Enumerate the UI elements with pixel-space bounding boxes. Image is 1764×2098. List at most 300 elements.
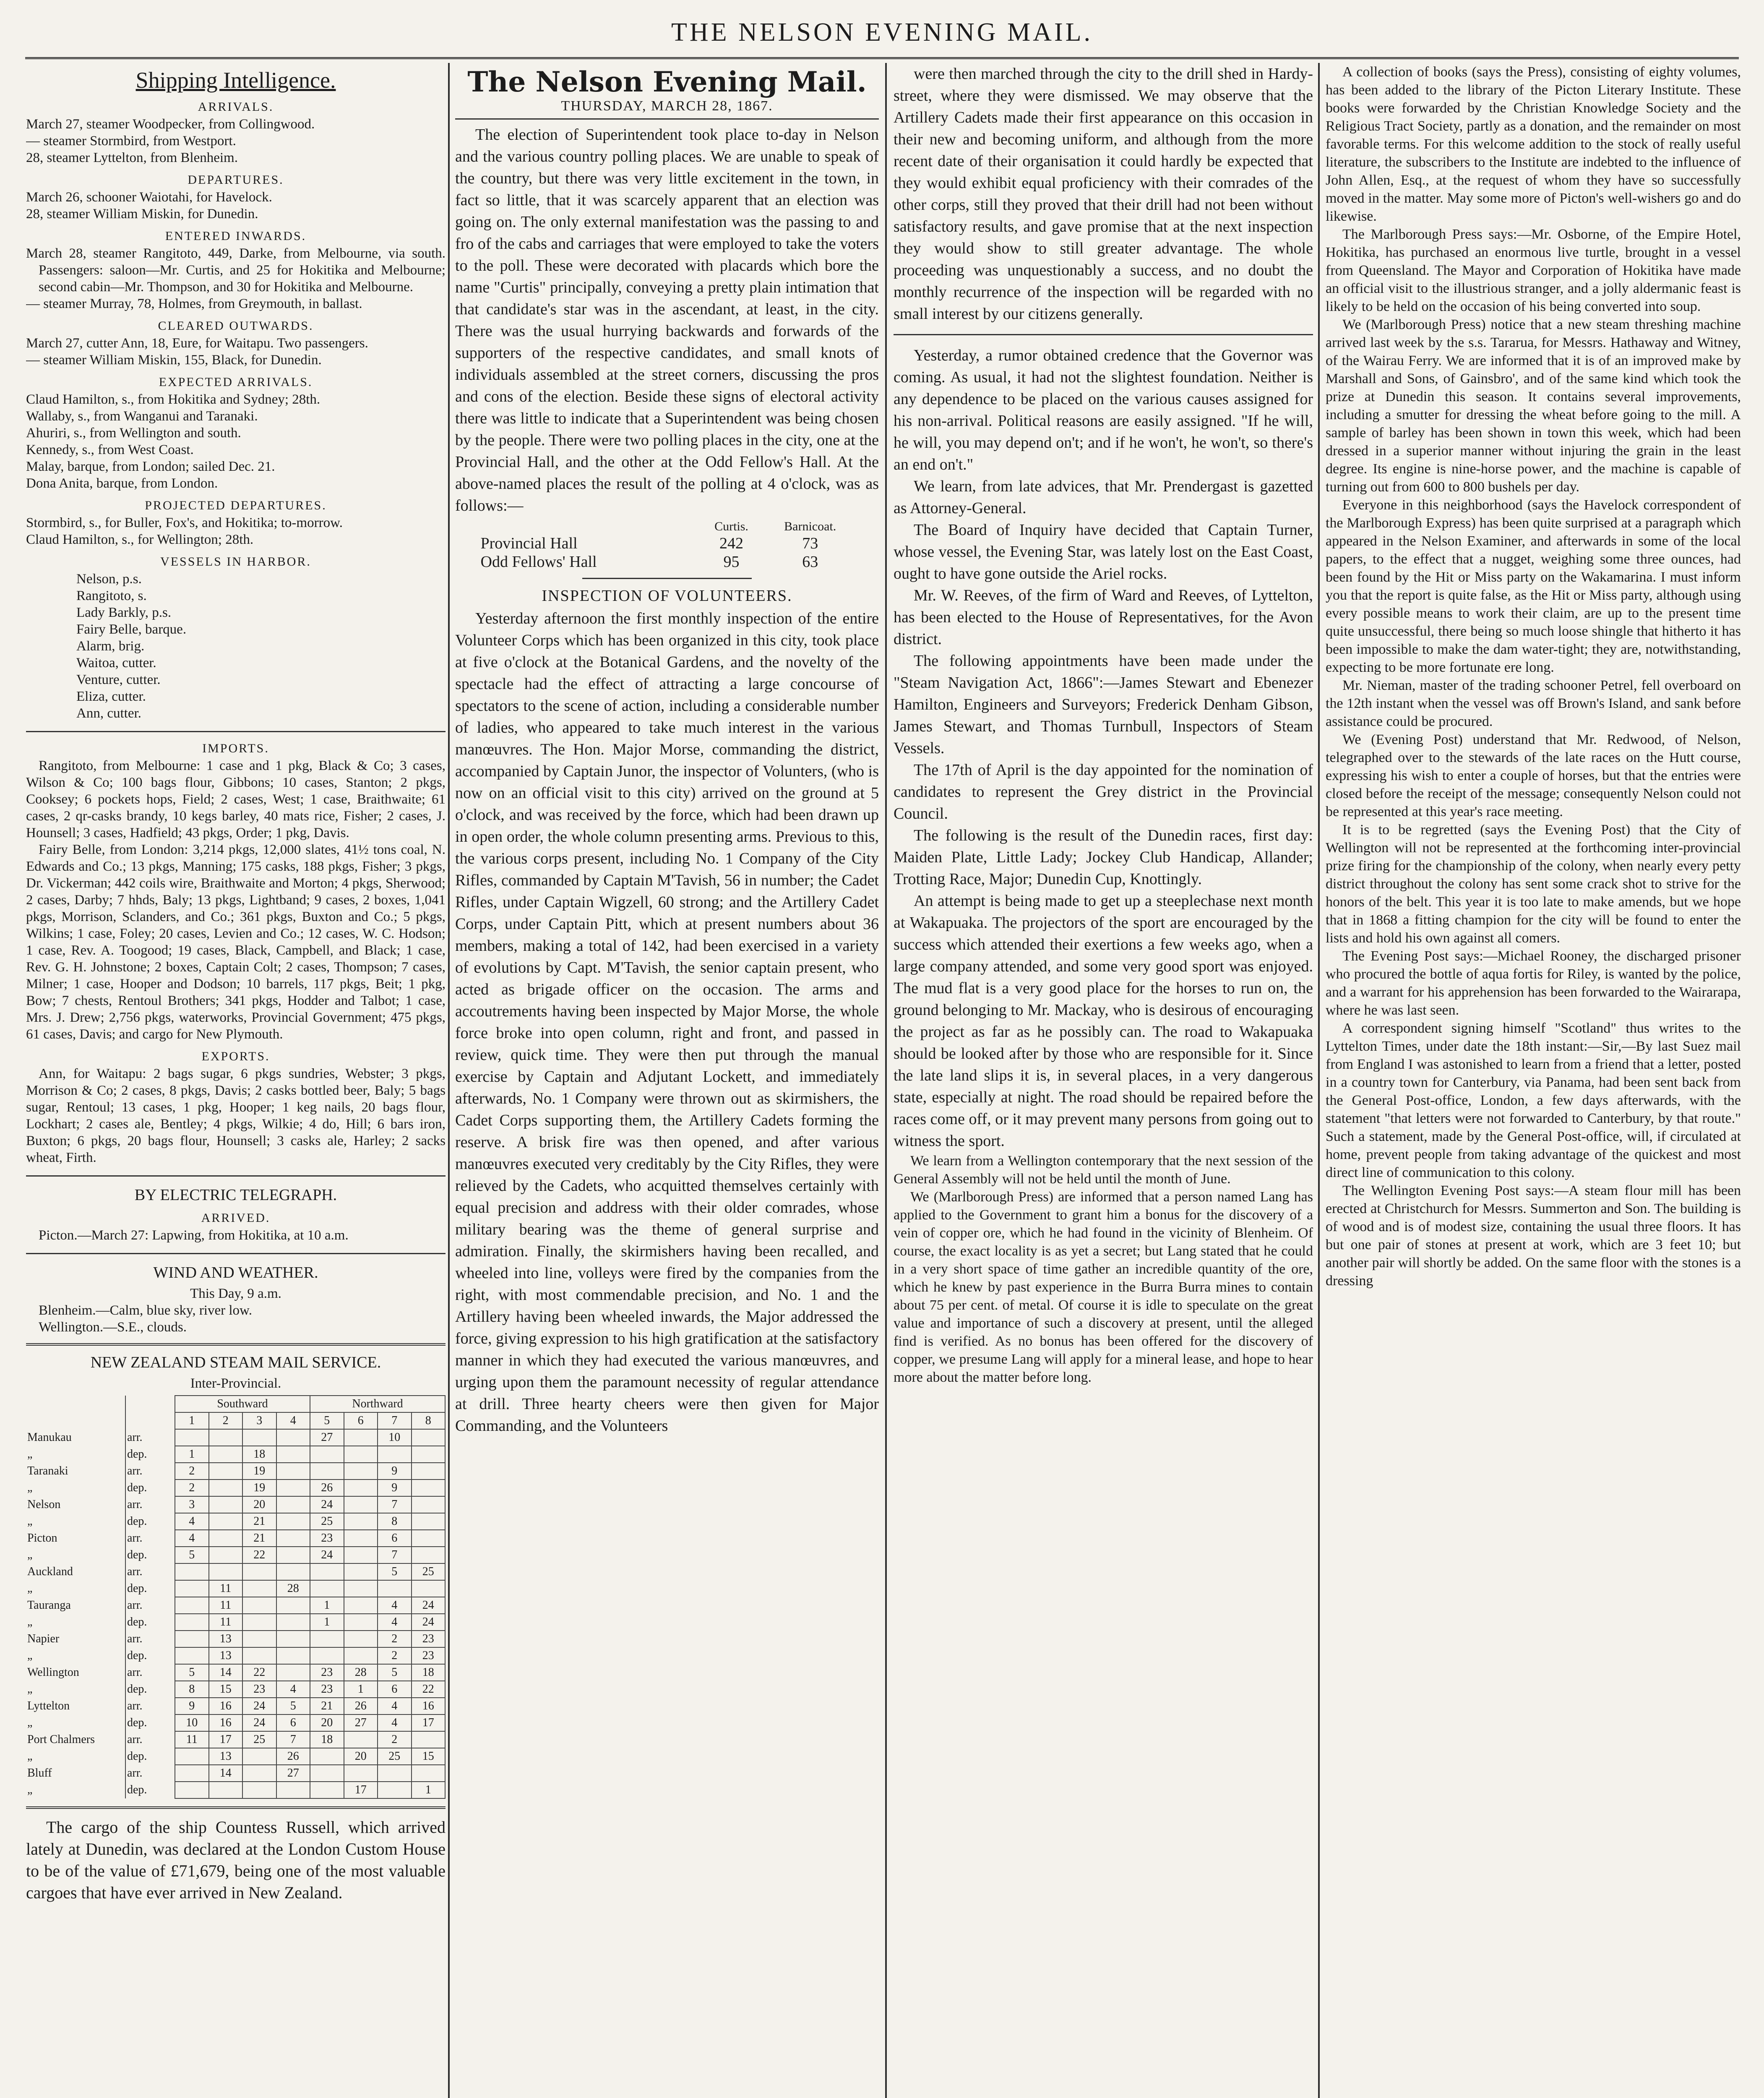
mail-date-cell: 2 [378, 1731, 412, 1748]
mail-date-cell [276, 1513, 310, 1530]
mail-row [26, 1480, 445, 1496]
mail-port: Tauranga [26, 1597, 125, 1614]
mail-date-cell: 1 [412, 1782, 446, 1798]
mail-date-cell [344, 1631, 378, 1647]
mail-port: Taranaki [26, 1463, 125, 1480]
arrivals-heading: ARRIVALS. [198, 100, 274, 114]
mail-date-cell: 4 [276, 1681, 310, 1698]
column-miscellany [1326, 63, 1741, 2098]
news-paragraph: We learn, from late advices, that Mr. Prendergast is gazetted as Attorney-General. [894, 478, 1313, 517]
mail-date-cell: 15 [412, 1748, 446, 1765]
misc-paragraph: We (Evening Post) understand that Mr. Redwood, of Nelson, telegraphed over to the stewards of the late races on the Hutt course, expressing his wish to enter a couple of horses, but that the entries were closed before the receipt of the message; consequently Nelson could not be represented at this year's race meeting. [1326, 732, 1741, 819]
mail-date-cell [276, 1647, 310, 1664]
mail-date-cell [310, 1580, 344, 1597]
column-rule [885, 63, 887, 2098]
mail-date-cell: 4 [378, 1614, 412, 1631]
mail-date-cell [242, 1614, 276, 1631]
mail-port: „ [26, 1647, 125, 1664]
mail-date-cell: 5 [378, 1664, 412, 1681]
cleared-entry: — steamer William Miskin, 155, Black, for Dunedin. [26, 352, 322, 368]
mail-arr-dep: arr. [125, 1429, 175, 1446]
mail-date-cell: 4 [378, 1714, 412, 1731]
mail-date-cell: 15 [209, 1681, 243, 1698]
mail-date-cell: 20 [242, 1496, 276, 1513]
projected-heading: PROJECTED DEPARTURES. [145, 498, 327, 512]
harbor-vessel: Fairy Belle, barque. [76, 622, 187, 637]
mail-date-cell: 17 [344, 1782, 378, 1798]
mail-arr-dep: arr. [125, 1731, 175, 1748]
mail-arr-dep: dep. [125, 1782, 175, 1798]
mail-date-cell [175, 1614, 209, 1631]
mail-row [26, 1446, 445, 1463]
news-paragraph: The following is the result of the Dunedin races, first day: Maiden Plate, Little Lady; Jockey Club Handicap, Allander; Trotting Race, Major; Dunedin Cup, Knottingly. [894, 827, 1313, 888]
mail-date-cell: 9 [378, 1480, 412, 1496]
mail-date-cell: 18 [242, 1446, 276, 1463]
mail-date-cell [276, 1563, 310, 1580]
mail-date-cell: 6 [276, 1714, 310, 1731]
mail-arr-dep: dep. [125, 1480, 175, 1496]
mail-date-cell: 23 [412, 1647, 446, 1664]
mail-date-cell [344, 1446, 378, 1463]
mail-date-cell: 4 [175, 1513, 209, 1530]
mail-date-cell [276, 1480, 310, 1496]
mail-date-cell: 7 [378, 1547, 412, 1563]
mail-row [26, 1530, 445, 1547]
mail-date-cell: 26 [344, 1698, 378, 1714]
news-paragraph: Yesterday, a rumor obtained credence that the Governor was coming. As usual, it had not the slightest foundation. Neither is any dependence to be placed on the various causes assigned for his non-arrival. Political reasons are easily assigned. "If he will, he will, you may depend on't; and if he won't, he won't, so there's an end on't." [894, 347, 1313, 473]
mail-date-cell [310, 1748, 344, 1765]
mail-port: Port Chalmers [26, 1731, 125, 1748]
telegraph-entry: Picton.—March 27: Lapwing, from Hokitika, at 10 a.m. [39, 1228, 349, 1243]
mail-date-cell: 24 [242, 1698, 276, 1714]
expected-entry: Dona Anita, barque, from London. [26, 476, 218, 491]
mail-arr-dep: arr. [125, 1698, 175, 1714]
mail-row [26, 1698, 445, 1714]
mail-port: „ [26, 1446, 125, 1463]
mail-port: Nelson [26, 1496, 125, 1513]
mail-row [26, 1563, 445, 1580]
divider [26, 1806, 446, 1809]
mail-date-cell [412, 1731, 446, 1748]
mail-date-cell [209, 1480, 243, 1496]
harbor-vessel: Ann, cutter. [76, 706, 141, 721]
mail-arr-dep: dep. [125, 1513, 175, 1530]
poll-curtis: 242 [719, 535, 743, 552]
misc-paragraph: It is to be regretted (says the Evening Post) that the City of Wellington will not be represented at the forthcoming inter-provincial prize firing for the championship of the colony, when nearly every petty district throughout the colony has sent some crack shot to strive for the honors of the belt. This year it is too late to make amends, but we hope that in 1868 a fitting champion for the city will be found to enter the lists and hold his own against all comers. [1326, 822, 1741, 946]
harbor-vessel: Alarm, brig. [76, 639, 145, 654]
mail-date-cell: 22 [242, 1547, 276, 1563]
mail-date-cell [175, 1748, 209, 1765]
mail-date-cell [378, 1765, 412, 1782]
mail-port: „ [26, 1782, 125, 1798]
mail-port: Wellington [26, 1664, 125, 1681]
mail-arr-dep: arr. [125, 1664, 175, 1681]
mail-date-cell [209, 1530, 243, 1547]
mail-date-cell: 4 [378, 1698, 412, 1714]
mail-date-cell: 20 [344, 1748, 378, 1765]
mail-arr-dep: dep. [125, 1446, 175, 1463]
mail-row [26, 1429, 445, 1446]
mail-date-cell: 14 [209, 1664, 243, 1681]
mail-port: „ [26, 1681, 125, 1698]
mail-date-cell: 24 [310, 1496, 344, 1513]
mail-date-cell: 2 [175, 1463, 209, 1480]
mail-date-cell [242, 1563, 276, 1580]
mail-date-cell [310, 1463, 344, 1480]
mail-date-cell: 18 [412, 1664, 446, 1681]
mail-date-cell [276, 1547, 310, 1563]
imports-entry: Fairy Belle, from London: 3,214 pkgs, 12,000 slates, 41½ tons coal, N. Edwards and Co.; 13 pkgs, Manning; 175 casks, 188 pkgs, Fisher; 3 pkgs, Dr. Vickerman; 442 coils wire, Braithwaite and Morton; 4 pkgs, Sherwood; 2 cases, Darby; 7 hhds, Baly; 13 pkgs, Lightband; 9 cases, 2 boxes, 1,041 pkgs, Morrison, Sclanders, and Co.; 361 pkgs, Buxton and Co.; 5 pkgs, Wilkins; 1 case, Foley; 20 cases, Levien and Co.; 12 cases, W. C. Hodson; 1 case, Rev. A. Toogood; 19 cases, Black, Campbell, and Black; 1 case, Rev. G. H. Johnstone; 2 boxes, Captain Colt; 2 cases, Thompson; 7 cases, Milner; 1 case, Hooper and Dodson; 10 barrels, 117 pkgs, Beit; 1 pkg, Bow; 7 chests, Rentoul Brothers; 341 pkgs, Hodder and Talbot; 1 case, Mrs. J. Drew; 2,756 pkgs, waterworks, Provincial Government; 475 pkgs, 61 cases, Davis; and cargo for New Plymouth. [26, 842, 446, 1042]
mail-date-cell [344, 1480, 378, 1496]
news-paragraph: The Board of Inquiry have decided that Captain Turner, whose vessel, the Evening Star, was lately lost on the East Coast, ought to have gone outside the Ariel rocks. [894, 521, 1313, 582]
mail-date-cell: 14 [209, 1765, 243, 1782]
mail-date-cell [276, 1429, 310, 1446]
poll-head: Barnicoat. [784, 519, 836, 533]
mail-date-cell: 22 [412, 1681, 446, 1698]
mail-arr-dep: dep. [125, 1748, 175, 1765]
mail-timetable [26, 1395, 446, 1799]
mail-date-cell [412, 1463, 446, 1480]
mail-arr-dep: dep. [125, 1614, 175, 1631]
mail-column-number: 1 [175, 1412, 209, 1429]
mail-date-cell [344, 1563, 378, 1580]
harbor-vessel: Eliza, cutter. [76, 689, 146, 704]
countess-russell-paragraph: The cargo of the ship Countess Russell, which arrived lately at Dunedin, was declared at the London Custom House to be of the value of £71,679, being one of the most valuable cargoes that have ever arrived in New Zealand. [26, 1818, 446, 1902]
divider [26, 1253, 446, 1254]
mail-date-cell: 8 [175, 1681, 209, 1698]
mail-row [26, 1463, 445, 1480]
mail-column-number: 2 [209, 1412, 243, 1429]
divider [26, 1343, 446, 1346]
misc-paragraph: A correspondent signing himself "Scotland" thus writes to the Lyttelton Times, under date the 18th instant:—Sir,—By last Suez mail from England I was astonished to learn from a friend that a letter, posted in a country town for Canterbury, via Panama, had been sent back from the General Post-office, London, a few days afterwards, with the statement "that letters were not forwarded to Canterbury, by that route." Such a statement, made by the General Post-office, will, if circulated at home, prevent people from taking advantage of the quickest and most direct line of communication to this colony. [1326, 1020, 1741, 1180]
mail-date-cell: 1 [175, 1446, 209, 1463]
telegraph-heading: BY ELECTRIC TELEGRAPH. [134, 1186, 337, 1204]
misc-paragraph: Mr. Nieman, master of the trading schooner Petrel, fell overboard on the 12th instant when the vessel was off Brown's Island, and sank before assistance could be procured. [1326, 678, 1741, 729]
mail-date-cell: 22 [242, 1664, 276, 1681]
mail-date-cell [344, 1647, 378, 1664]
volunteers-heading: INSPECTION OF VOLUNTEERS. [542, 587, 792, 605]
expected-entry: Wallaby, s., from Wanganui and Taranaki. [26, 409, 258, 424]
mail-date-cell [276, 1496, 310, 1513]
mail-date-cell: 11 [175, 1731, 209, 1748]
mail-port: „ [26, 1547, 125, 1563]
mail-arr-dep: dep. [125, 1580, 175, 1597]
mail-date-cell [209, 1463, 243, 1480]
departure-entry: 28, steamer William Miskin, for Dunedin. [26, 206, 258, 222]
mail-date-cell: 19 [242, 1463, 276, 1480]
shipping-title: Shipping Intelligence. [135, 68, 336, 93]
misc-paragraph: We (Marlborough Press) notice that a new steam threshing machine arrived last week by the s.s. Tararua, for Messrs. Hathaway and Witney, of the Wairau Ferry. We are informed that it is of an improved make by Marshall and Sons, of Gainsbro', and of the same kind which took the prize at Dunedin this season. It contains several improvements, including a smutter for dressing the wheat before going to the mill. A sample of barley has been shown in town this week, which had been dressed in a superior manner without injuring the grain in the least degree. Its engine is nine-horse power, and the machine is capable of turning out from 600 to 800 bushels per day. [1326, 317, 1741, 495]
mail-port: Napier [26, 1631, 125, 1647]
mail-port: Manukau [26, 1429, 125, 1446]
news-paragraph: The 17th of April is the day appointed for the nomination of candidates to represent the Grey district in the Provincial Council. [894, 761, 1313, 822]
mail-date-cell: 9 [175, 1698, 209, 1714]
news-paragraph: were then marched through the city to the drill shed in Hardy-street, where they were dismissed. We may observe that the Artillery Cadets made their first appearance on this occasion in their new and becoming uniform, and although from the more recent date of their organisation it could hardly be expected that they would exhibit equal proficiency with their comrades of the other corps, still they proved that their drill had not been without satisfactory results, and gave promise that at the next inspection they would show to still greater advantage. The whole proceeding was unquestionably a success, and no doubt the monthly recurrence of the inspection will be regarded with no small interest by our citizens generally. [894, 65, 1313, 323]
mail-date-cell [276, 1446, 310, 1463]
mail-date-cell [209, 1429, 243, 1446]
mail-date-cell: 25 [310, 1513, 344, 1530]
mail-row [26, 1513, 445, 1530]
mail-date-cell: 21 [310, 1698, 344, 1714]
exports-entry: Ann, for Waitapu: 2 bags sugar, 6 pkgs sundries, Webster; 3 pkgs, Morrison & Co; 2 cases, 8 pkgs, Davis; 2 casks bottled beer, Baly; 5 bags sugar, Rentoul; 13 cases, 1 pkg, Hooper; 1 keg nails, 20 bags flour, Lockhart; 2 cases ale, Bentley; 4 pkgs, Wilkie; 4 do, Hill; 6 bars iron, Buxton; 6 pkgs, 20 bags flour, Hounsell; 3 casks ale, Harley; 2 sacks wheat, Firth. [26, 1066, 446, 1165]
mail-date-cell [242, 1748, 276, 1765]
poll-row [477, 534, 858, 553]
mail-row [26, 1748, 445, 1765]
mail-date-cell [344, 1463, 378, 1480]
mail-date-cell [175, 1597, 209, 1614]
mail-column-number: 3 [242, 1412, 276, 1429]
mail-date-cell [209, 1513, 243, 1530]
entered-heading: ENTERED INWARDS. [165, 229, 307, 243]
imports-entry: Rangitoto, from Melbourne: 1 case and 1 pkg, Black & Co; 3 cases, Wilson & Co; 100 bags flour, Gibbons; 10 cases, Stanton; 2 pkgs, Cooksey; 6 pockets hops, Field; 2 cases, West; 1 case, Braithwaite; 61 cases, 2 qr-casks brandy, 10 kegs barley, 40 mats rice, Fisher; 2 cases, J. Hounsell; 3 cases, Hadfield; 43 pkgs, Order; 1 pkg, Davis. [26, 758, 446, 840]
mail-arr-dep: arr. [125, 1496, 175, 1513]
mail-row [26, 1647, 445, 1664]
mail-arr-dep: arr. [125, 1765, 175, 1782]
divider [582, 578, 752, 579]
misc-paragraph: A collection of books (says the Press), consisting of eighty volumes, has been added to the library of the Picton Literary Institute. These books were forwarded by the Christian Knowledge Society and the Religious Tract Society, partly as a donation, and the remainder on most favorable terms. For this welcome addition to the stock of really useful literature, the subscribers to the Institute are indebted to the influence of John Allen, Esq., at the request of whom they have so successfully moved in the matter. May some more of Picton's well-wishers go and do likewise. [1326, 64, 1741, 224]
arrival-entry: — steamer Stormbird, from Westport. [26, 133, 236, 149]
poll-place: Odd Fellows' Hall [480, 553, 597, 571]
cleared-entry: March 27, cutter Ann, 18, Eure, for Waitapu. Two passengers. [26, 336, 368, 351]
mail-date-cell: 25 [242, 1731, 276, 1748]
expected-entry: Kennedy, s., from West Coast. [26, 442, 194, 457]
mail-date-cell [209, 1496, 243, 1513]
mail-date-cell [175, 1563, 209, 1580]
imports-heading: IMPORTS. [202, 741, 269, 755]
weather-entry: Wellington.—S.E., clouds. [39, 1320, 187, 1335]
mail-port: „ [26, 1748, 125, 1765]
mail-date-cell: 23 [310, 1530, 344, 1547]
mail-column-number: 4 [276, 1412, 310, 1429]
misc-paragraph: The Evening Post says:—Michael Rooney, the discharged prisoner who procured the bottle of aqua fortis for Riley, is wanted by the police, and a warrant for his apprehension has been forwarded to the Wairarapa, where he was last seen. [1326, 948, 1741, 1018]
mail-date-cell [344, 1597, 378, 1614]
mail-date-cell [276, 1597, 310, 1614]
harbor-heading: VESSELS IN HARBOR. [160, 555, 311, 569]
mail-date-cell [242, 1765, 276, 1782]
harbor-vessel: Venture, cutter. [76, 672, 161, 687]
mail-date-cell [276, 1614, 310, 1631]
mail-date-cell: 27 [276, 1765, 310, 1782]
mail-port: „ [26, 1714, 125, 1731]
page-masthead: THE NELSON EVENING MAIL. [25, 8, 1739, 59]
mail-date-cell: 4 [378, 1597, 412, 1614]
news-paragraph: An attempt is being made to get up a steeplechase next month at Wakapuaka. The projectors of the sport are encouraged by the success which attended their exertions a few weeks ago, when a large company attended, and some very good sport was enjoyed. The mud flat is a very good place for the horses to run on, the ground belonging to Mr. Mackay, who is desirous of encouraging the project as far as he possibly can. The road to Wakapuaka should be looked after by those who are responsible for it. Since the late land slips it is, in several places, in a very dangerous state, especially at night. The road should be repaired before the races come off, or it may prevent many persons from going out to witness the sport. [894, 892, 1313, 1150]
mail-date-cell: 24 [412, 1597, 446, 1614]
mail-date-cell [344, 1496, 378, 1513]
mail-date-cell [310, 1765, 344, 1782]
poll-row [477, 553, 858, 571]
mail-date-cell: 1 [310, 1597, 344, 1614]
mail-date-cell: 27 [310, 1429, 344, 1446]
mail-date-cell [344, 1580, 378, 1597]
mail-date-cell [209, 1563, 243, 1580]
mail-date-cell [378, 1446, 412, 1463]
harbor-vessel: Lady Barkly, p.s. [76, 605, 172, 620]
mail-date-cell: 13 [209, 1748, 243, 1765]
mail-date-cell: 5 [276, 1698, 310, 1714]
mail-date-cell: 27 [344, 1714, 378, 1731]
mail-date-cell: 28 [276, 1580, 310, 1597]
mail-date-cell [175, 1631, 209, 1647]
mail-date-cell: 23 [310, 1664, 344, 1681]
mail-date-cell: 9 [378, 1463, 412, 1480]
mail-row [26, 1631, 445, 1647]
mail-date-cell [344, 1547, 378, 1563]
news-paragraph: The following appointments have been made under the "Steam Navigation Act, 1866":—James Stewart and Ebenezer Hamilton, Engineers and Surveyors; Frederick Denham Gibson, James Stewart, and Thomas Turnbull, Inspectors of Steam Vessels. [894, 652, 1313, 757]
mail-date-cell: 13 [209, 1647, 243, 1664]
harbor-vessel: Waitoa, cutter. [76, 655, 156, 671]
mail-port: „ [26, 1614, 125, 1631]
mail-date-cell [310, 1446, 344, 1463]
mail-date-cell: 6 [378, 1681, 412, 1698]
mail-arr-dep: dep. [125, 1681, 175, 1698]
projected-entry: Stormbird, s., for Buller, Fox's, and Hokitika; to-morrow. [26, 515, 343, 530]
mail-column-number: 6 [344, 1412, 378, 1429]
mail-date-cell [242, 1597, 276, 1614]
misc-paragraph: Everyone in this neighborhood (says the Havelock correspondent of the Marlborough Express) has been quite surprised at a paragraph which appeared in the Nelson Examiner, and afterwards in some of the local papers, to the effect that a nugget, weighing some three ounces, had been found by the Hit or Miss party on the Wakamarina. I must inform you that the report is quite false, as the Hit or Miss party, although using every possible means to work their claim, are up to the present time quite unsuccessful, there being so much loose shingle that hitherto it has been impossible to make the dam water-tight; they are, notwithstanding, expecting to be more fortunate ere long. [1326, 497, 1741, 675]
mail-arr-dep: arr. [125, 1463, 175, 1480]
mail-date-cell [276, 1664, 310, 1681]
poll-place: Provincial Hall [480, 535, 578, 552]
expected-entry: Malay, barque, from London; sailed Dec. 21. [26, 459, 275, 474]
divider [894, 334, 1313, 335]
mail-date-cell [209, 1782, 243, 1798]
mail-date-cell [412, 1513, 446, 1530]
mail-row [26, 1580, 445, 1597]
mail-row [26, 1714, 445, 1731]
mail-southward-header: Southward [175, 1396, 310, 1412]
exports-heading: EXPORTS. [201, 1049, 270, 1063]
mail-date-cell [344, 1530, 378, 1547]
mail-row [26, 1597, 445, 1614]
mail-date-cell [209, 1446, 243, 1463]
mail-date-cell [276, 1530, 310, 1547]
mail-date-cell [412, 1480, 446, 1496]
mail-column-number: 8 [412, 1412, 446, 1429]
mail-date-cell [310, 1647, 344, 1664]
editorial-masthead: The Nelson Evening Mail. [467, 65, 867, 98]
mail-arr-dep: arr. [125, 1597, 175, 1614]
mail-date-cell: 24 [412, 1614, 446, 1631]
mail-arr-dep: dep. [125, 1714, 175, 1731]
mail-date-cell: 24 [310, 1547, 344, 1563]
mail-date-cell [378, 1782, 412, 1798]
mail-port: Picton [26, 1530, 125, 1547]
mail-row [26, 1731, 445, 1748]
arrival-entry: 28, steamer Lyttelton, from Blenheim. [26, 150, 238, 165]
departures-heading: DEPARTURES. [188, 173, 284, 187]
mail-date-cell: 2 [175, 1480, 209, 1496]
mail-date-cell [310, 1782, 344, 1798]
mail-date-cell [242, 1647, 276, 1664]
mail-arr-dep: arr. [125, 1563, 175, 1580]
mail-date-cell [175, 1765, 209, 1782]
mail-date-cell [175, 1782, 209, 1798]
mail-date-cell: 16 [209, 1698, 243, 1714]
mail-port: „ [26, 1513, 125, 1530]
mail-date-cell: 16 [209, 1714, 243, 1731]
mail-date-cell: 10 [175, 1714, 209, 1731]
projected-entry: Claud Hamilton, s., for Wellington; 28th. [26, 532, 254, 547]
harbor-vessel: Rangitoto, s. [76, 588, 147, 603]
mail-column-number: 5 [310, 1412, 344, 1429]
mail-date-cell: 17 [412, 1714, 446, 1731]
divider [26, 731, 446, 732]
mail-date-cell [242, 1429, 276, 1446]
mail-date-cell: 11 [209, 1614, 243, 1631]
mail-date-cell [276, 1631, 310, 1647]
mail-date-cell: 20 [310, 1714, 344, 1731]
column-shipping [26, 63, 446, 2098]
mail-date-cell: 26 [276, 1748, 310, 1765]
mail-date-cell [344, 1614, 378, 1631]
mail-date-cell: 13 [209, 1631, 243, 1647]
mail-date-cell: 11 [209, 1597, 243, 1614]
harbor-vessel: Nelson, p.s. [76, 571, 142, 587]
poll-results-table [477, 519, 858, 571]
mail-date-cell [412, 1765, 446, 1782]
mail-date-cell: 10 [378, 1429, 412, 1446]
mail-date-cell: 24 [242, 1714, 276, 1731]
poll-barnicoat: 63 [802, 553, 818, 571]
divider [26, 1175, 446, 1177]
mail-row [26, 1614, 445, 1631]
mail-date-cell [310, 1631, 344, 1647]
mail-date-cell: 2 [378, 1647, 412, 1664]
mail-date-cell [344, 1429, 378, 1446]
mail-date-cell: 21 [242, 1530, 276, 1547]
mail-date-cell [242, 1631, 276, 1647]
election-paragraph: The election of Superintendent took place to-day in Nelson and the various country polling places. We are unable to speak of the country, but there was very little excitement in the town, in fact so little, that it was scarcely apparent that an election was going on. The only external manifestation was the passing to and fro of the cabs and carriages that were employed to take the voters to the poll. These were decorated with placards which bore the name "Curtis" principally, conveying a pretty plain intimation that that candidate's star was in the ascendant, at least, in the city. There was the usual hurrying backwards and forwards of the supporters of the respective candidates, and small knots of individuals assembled at the street corners, discussing the pros and cons of the election. Beside these signs of electoral activity there was little to indicate that a Superintendent was being chosen by the people. There were two polling places in the city, one at the Provincial Hall, and the other at the Odd Fellow's Hall. At the above-named places the result of the polling at 4 o'clock, was as follows:— [455, 126, 879, 514]
mail-date-cell: 1 [344, 1681, 378, 1698]
misc-paragraph: The Wellington Evening Post says:—A steam flour mill has been erected at Christchurch for Messrs. Summerton and Son. The building is of wood and is of modest size, containing the usual three floors. It has but one pair of stones at present at work, which are 3 feet 10; but another pair will shortly be added. On the same floor with the stones is a dressing [1326, 1183, 1741, 1289]
news-paragraph: We learn from a Wellington contemporary that the next session of the General Assembly will not be held until the month of June. [894, 1153, 1313, 1187]
mail-date-cell: 11 [209, 1580, 243, 1597]
mail-date-cell: 1 [310, 1614, 344, 1631]
mail-date-cell [412, 1496, 446, 1513]
news-paragraph: We (Marlborough Press) are informed that a person named Lang has applied to the Government to grant him a bonus for the discovery of a vein of copper ore, which he had found in the vicinity of Blenheim. Of course, the exact locality is as yet a secret; but Lang stated that he could in a very short space of time gather an incredible quantity of the ore, which he knew by past experience in the Burra Burra mines to contain about 75 per cent. of metal. Of course it is idle to speculate on the great value and importance of such a discovery at present, until the alleged find is verified. As no bonus has been offered for the discovery of copper, we presume Lang will apply for a mineral lease, and hope to hear more about the matter before long. [894, 1189, 1313, 1385]
mail-row [26, 1765, 445, 1782]
mail-date-cell: 5 [175, 1547, 209, 1563]
mail-row [26, 1782, 445, 1798]
mail-date-cell: 17 [209, 1731, 243, 1748]
mail-port: Lyttelton [26, 1698, 125, 1714]
mail-date-cell: 21 [242, 1513, 276, 1530]
mail-row [26, 1496, 445, 1513]
column-editorial [455, 63, 879, 2098]
mail-service-subheading: Inter-Provincial. [190, 1376, 281, 1391]
mail-port: Bluff [26, 1765, 125, 1782]
poll-curtis: 95 [723, 553, 740, 571]
expected-entry: Ahuriri, s., from Wellington and south. [26, 425, 241, 441]
mail-date-cell: 6 [378, 1530, 412, 1547]
departure-entry: March 26, schooner Waiotahi, for Havelock. [26, 190, 272, 205]
column-rule [448, 63, 450, 2098]
mail-arr-dep: arr. [125, 1530, 175, 1547]
mail-date-cell [412, 1580, 446, 1597]
mail-date-cell: 23 [242, 1681, 276, 1698]
entered-entry: — steamer Murray, 78, Holmes, from Greymouth, in ballast. [26, 296, 362, 311]
mail-date-cell [276, 1463, 310, 1480]
mail-row [26, 1681, 445, 1698]
mail-date-cell: 28 [344, 1664, 378, 1681]
column-news [894, 63, 1313, 2098]
misc-paragraph: The Marlborough Press says:—Mr. Osborne, of the Empire Hotel, Hokitika, has purchased an enormous live turtle, brought in a vessel from Queensland. The Mayor and Corporation of Hokitika have made an official visit to the illustrious stranger, and a jolly aldermanic feast is likely to be held on the occasion of his being converted into soup. [1326, 227, 1741, 314]
mail-row [26, 1664, 445, 1681]
weather-subheading: This Day, 9 a.m. [190, 1286, 281, 1301]
mail-date-cell [412, 1547, 446, 1563]
mail-port: „ [26, 1580, 125, 1597]
